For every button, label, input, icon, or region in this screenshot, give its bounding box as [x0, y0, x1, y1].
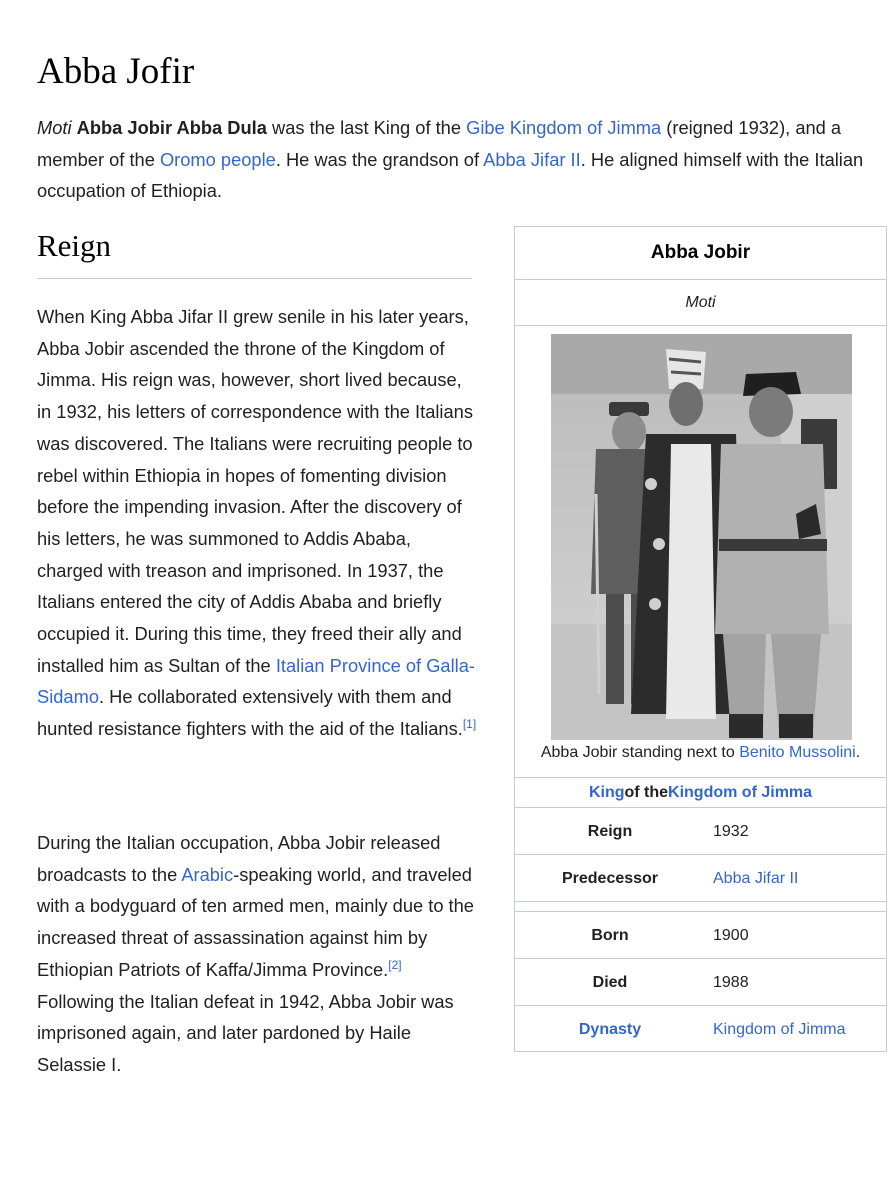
infobox-row-reign — [515, 807, 886, 855]
link-dynasty-kingdom-of-jimma[interactable]: Kingdom of Jimma — [713, 1020, 846, 1038]
infobox-value-died: 1988 — [713, 973, 749, 991]
infobox-row-died — [515, 958, 886, 1006]
infobox-label-reign: Reign — [587, 822, 633, 840]
link-dynasty-label[interactable]: Dynasty — [578, 1020, 642, 1038]
lead-honorific: Moti — [37, 117, 72, 138]
infobox-office-header: King of the Kingdom of Jimma — [515, 777, 886, 808]
lead-subject-name: Abba Jobir Abba Dula — [76, 117, 267, 138]
infobox-caption: Abba Jobir standing next to Benito Mussolini. — [540, 744, 861, 761]
infobox-image-section — [515, 325, 886, 778]
infobox-value-born: 1900 — [713, 926, 749, 944]
link-abba-jifar-ii[interactable]: Abba Jifar II — [483, 148, 581, 170]
link-arabic[interactable]: Arabic — [181, 863, 234, 885]
infobox-row-dynasty — [515, 1005, 886, 1053]
infobox-label-predecessor: Predecessor — [561, 869, 659, 887]
infobox-label-born: Born — [591, 926, 629, 944]
link-benito-mussolini[interactable]: Benito Mussolini — [739, 744, 856, 761]
infobox-honorific: Moti — [515, 279, 886, 326]
reign-paragraph-2: During the Italian occupation, Abba Jobir released broadcasts to the Arabic-speaking world, and traveled with a bodyguard of ten armed men, mainly due to the increased threat of assassination against him by Ethiopian Patriots of Kaffa/Jimma Province.[2] Following the Italian defeat in 1942, Abba Jobir was imprisoned again, and later pardoned by Haile Selassie I. — [37, 832, 474, 1075]
infobox-row-predecessor — [515, 854, 886, 902]
reference-1[interactable]: [1] — [462, 717, 477, 732]
link-kingdom-of-jimma-header[interactable]: Kingdom of Jimma — [668, 784, 813, 801]
page-title: Abba Jofir — [37, 51, 195, 92]
infobox — [514, 226, 887, 1052]
infobox-title: Abba Jobir — [650, 242, 751, 263]
link-italian-province-galla-sidamo[interactable]: Italian Province of Galla-Sidamo — [37, 654, 475, 708]
reign-paragraph-1: When King Abba Jifar II grew senile in his later years, Abba Jobir ascended the throne of the Kingdom of Jimma. His reign was, however, short lived because, in 1932, his letters of correspondence with the Italians was discovered. The Italians were recruiting people to rebel within Ethiopia in hopes of fomenting division before the impending invasion. After the discovery of his letters, he was summoned to Addis Ababa, charged with treason and imprisoned. In 1937, the Italians entered the city of Addis Ababa and briefly occupied it. During this time, they freed their ally and installed him as Sultan of the Italian Province of Galla-Sidamo. He collaborated extensively with them and hunted resistance fighters with the aid of the Italians.[1] — [37, 306, 477, 740]
infobox-label-died: Died — [592, 973, 628, 991]
lead-paragraph: Moti Abba Jobir Abba Dula was the last King of the Gibe Kingdom of Jimma (reigned 1932), and a member of the Oromo people. He was the grandson of Abba Jifar II. He aligned himself with the Italian occupation of Ethiopia. — [37, 117, 864, 201]
link-king[interactable]: King — [588, 784, 625, 801]
reference-2[interactable]: [2] — [388, 957, 402, 972]
infobox-value-reign: 1932 — [713, 822, 749, 840]
section-heading-reign: Reign — [37, 228, 472, 279]
link-oromo-people[interactable]: Oromo people — [159, 148, 276, 170]
link-predecessor-abba-jifar-ii[interactable]: Abba Jifar II — [713, 869, 799, 887]
infobox-row-born — [515, 911, 886, 959]
link-gibe-kingdom-of-jimma[interactable]: Gibe Kingdom of Jimma — [466, 117, 662, 138]
infobox-photo[interactable] — [551, 334, 852, 740]
